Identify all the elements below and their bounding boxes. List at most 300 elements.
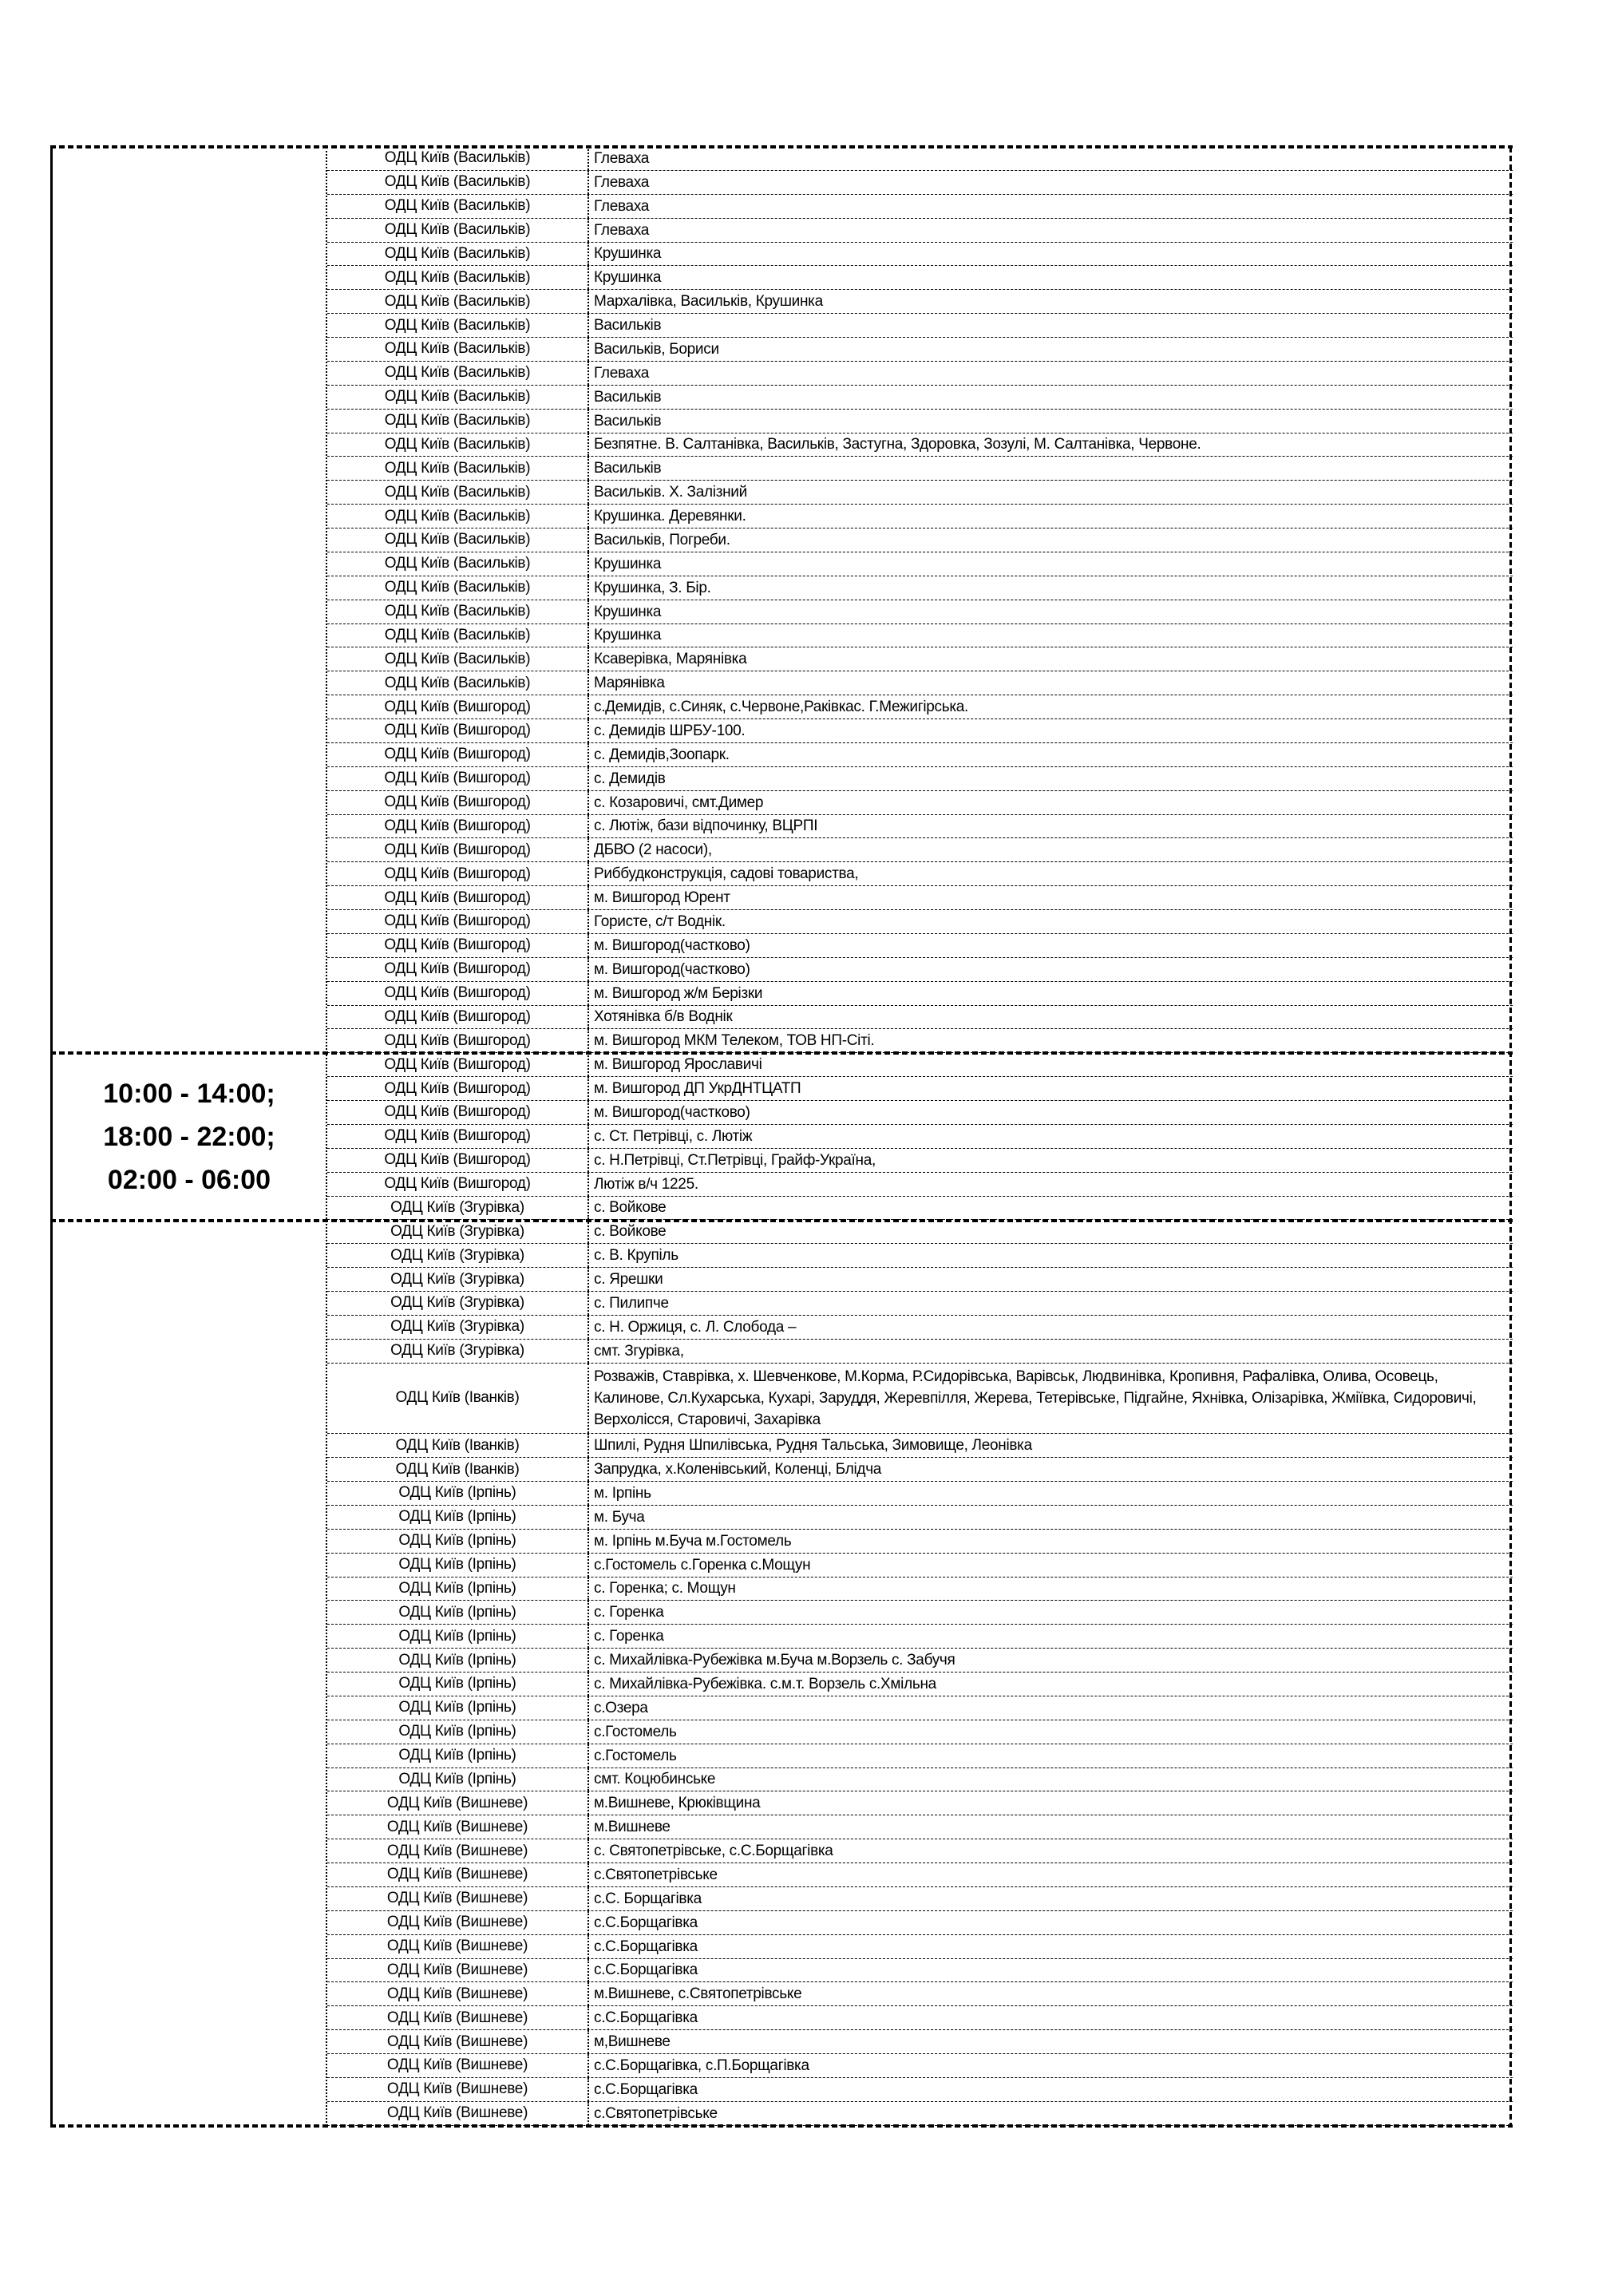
table-row <box>327 1458 1513 1482</box>
table-row <box>327 1601 1513 1625</box>
area-label: Безпятне. В. Салтанівка, Васильків, Застугна, Здоровка, Зозулі, М. Салтанівка, Червоне. <box>594 436 1201 453</box>
branch-label: ОДЦ Київ (Згурівка) <box>390 1222 524 1240</box>
area-label: Шпилі, Рудня Шпилівська, Рудня Тальська, Зимовище, Леонівка <box>594 1437 1032 1455</box>
branch-cell <box>327 576 589 600</box>
area-cell <box>589 243 1513 266</box>
branch-label: ОДЦ Київ (Васильків) <box>384 244 531 262</box>
branch-cell <box>327 1458 589 1481</box>
time-slot-line-2: 18:00 - 22:00; <box>103 1122 275 1152</box>
area-label: Крушинка. Деревянки. <box>594 508 746 525</box>
area-label: Крушинка <box>594 555 662 572</box>
branch-cell <box>327 219 589 242</box>
branch-cell <box>327 1839 589 1863</box>
table-bottom-border <box>50 2124 1513 2128</box>
area-cell <box>589 1364 1513 1434</box>
area-cell <box>589 386 1513 409</box>
area-label: м. Ірпінь м.Буча м.Гостомель <box>594 1532 792 1550</box>
branch-cell <box>327 457 589 480</box>
table-row <box>327 2102 1513 2126</box>
table-row <box>327 1863 1513 1887</box>
table-row <box>327 982 1513 1006</box>
branch-label: ОДЦ Київ (Васильків) <box>384 459 531 477</box>
area-label: с. Ярешки <box>594 1271 663 1289</box>
branch-cell <box>327 1220 589 1243</box>
area-label: с. Н. Оржиця, с. Л. Слобода – <box>594 1318 797 1336</box>
branch-label: ОДЦ Київ (Вишгород) <box>384 936 531 954</box>
branch-cell <box>327 695 589 718</box>
table-row <box>327 1268 1513 1292</box>
area-cell <box>589 1458 1513 1481</box>
area-cell <box>589 1554 1513 1577</box>
area-label: Глеваха <box>594 364 650 382</box>
area-cell <box>589 2102 1513 2125</box>
branch-cell <box>327 1053 589 1076</box>
branch-label: ОДЦ Київ (Васильків) <box>384 603 531 620</box>
branch-label: ОДЦ Київ (Вишгород) <box>384 912 531 930</box>
table-row <box>327 2006 1513 2030</box>
branch-cell <box>327 767 589 790</box>
area-label: Глеваха <box>594 197 650 215</box>
branch-label: ОДЦ Київ (Васильків) <box>384 388 531 406</box>
area-cell <box>589 1482 1513 1505</box>
area-label: Розважів, Ставрівка, х. Шевченкове, М.Корма, Р.Сидорівська, Варівськ, Людвинівка, Кропивня, Рафалівка, Олива, Осовець, Калинове, Сл.Кухарська, Кухарі, Заруддя, Жеревпілля, Жерева, Тетерівське, Підгайне, Яхнівка, Олізарівка, Жміївка, Сидоровичі, Верхолісся, Старовичі, Захарівка <box>594 1368 1477 1428</box>
branch-cell <box>327 671 589 695</box>
table-row <box>327 767 1513 791</box>
area-label: Хотянівка б/в Воднік <box>594 1008 733 1026</box>
table-row <box>327 1197 1513 1221</box>
table-row <box>327 219 1513 243</box>
branch-label: ОДЦ Київ (Вишгород) <box>384 794 531 811</box>
area-cell <box>589 219 1513 242</box>
branch-label: ОДЦ Київ (Вишгород) <box>384 817 531 834</box>
table-row <box>327 1768 1513 1792</box>
area-label: м. Вишгород(частково) <box>594 960 750 978</box>
branch-label: ОДЦ Київ (Вишневе) <box>386 1961 528 1978</box>
area-cell <box>589 1434 1513 1457</box>
area-cell <box>589 1530 1513 1553</box>
branch-cell <box>327 1959 589 1982</box>
table-row <box>327 1053 1513 1077</box>
branch-cell <box>327 1530 589 1553</box>
table-row <box>327 1791 1513 1815</box>
area-label: м,Вишневе <box>594 2033 671 2051</box>
branch-label: ОДЦ Київ (Ірпінь) <box>398 1579 516 1597</box>
area-label: с. Горенка <box>594 1604 664 1621</box>
area-cell <box>589 695 1513 718</box>
area-cell <box>589 1316 1513 1339</box>
area-label: м. Вишгород МКМ Телеком, ТОВ НП-Сіті. <box>594 1032 875 1050</box>
branch-label: ОДЦ Київ (Вишневе) <box>386 1985 528 2002</box>
area-label: с. Горенка; с. Мощун <box>594 1580 736 1597</box>
branch-label: ОДЦ Київ (Вишневе) <box>386 2104 528 2122</box>
area-cell <box>589 600 1513 623</box>
table-row <box>327 1482 1513 1506</box>
area-label: Крушинка <box>594 603 662 620</box>
area-cell <box>589 481 1513 504</box>
table-row <box>327 1101 1513 1125</box>
table-row <box>327 1220 1513 1244</box>
branch-cell <box>327 552 589 576</box>
table-row <box>327 266 1513 290</box>
area-cell <box>589 1220 1513 1243</box>
branch-label: ОДЦ Київ (Вишгород) <box>384 865 531 882</box>
table-row <box>327 171 1513 195</box>
area-label: Крушинка <box>594 269 662 287</box>
branch-label: ОДЦ Київ (Вишгород) <box>384 960 531 978</box>
branch-label: ОДЦ Київ (Іванків) <box>395 1389 520 1407</box>
branch-label: ОДЦ Київ (Вишневе) <box>386 1794 528 1811</box>
area-label: Крушинка <box>594 245 662 263</box>
branch-cell <box>327 1434 589 1457</box>
table-row <box>327 695 1513 719</box>
branch-label: ОДЦ Київ (Ірпінь) <box>398 1532 516 1550</box>
area-cell <box>589 862 1513 885</box>
table-row <box>327 1935 1513 1959</box>
branch-label: ОДЦ Київ (Васильків) <box>384 149 531 167</box>
branch-cell <box>327 505 589 528</box>
branch-label: ОДЦ Київ (Вишгород) <box>384 1031 531 1049</box>
area-cell <box>589 266 1513 289</box>
area-cell <box>589 719 1513 742</box>
area-label: м.Вишневе, Крюківщина <box>594 1795 761 1812</box>
branch-label: ОДЦ Київ (Вишгород) <box>384 889 531 906</box>
branch-label: ОДЦ Київ (Вишгород) <box>384 746 531 763</box>
area-cell <box>589 886 1513 909</box>
table-row <box>327 1244 1513 1268</box>
branch-label: ОДЦ Київ (Ірпінь) <box>398 1747 516 1764</box>
area-label: м. Вишгород ДП УкрДНТЦАТП <box>594 1080 801 1098</box>
table-row <box>327 1673 1513 1696</box>
branch-label: ОДЦ Київ (Васильків) <box>384 197 531 215</box>
area-label: с. Михайлівка-Рубежівка м.Буча м.Ворзель с. Забучя <box>594 1652 955 1669</box>
branch-cell <box>327 1006 589 1029</box>
table-row <box>327 1839 1513 1863</box>
table-row <box>327 552 1513 576</box>
area-cell <box>589 552 1513 576</box>
table-row <box>327 1959 1513 1983</box>
area-label: Мархалівка, Васильків, Крушинка <box>594 293 823 311</box>
area-cell <box>589 1791 1513 1815</box>
branch-label: ОДЦ Київ (Ірпінь) <box>398 1770 516 1787</box>
area-cell <box>589 647 1513 671</box>
table-row <box>327 958 1513 982</box>
branch-cell <box>327 386 589 409</box>
table-row <box>327 481 1513 505</box>
area-cell <box>589 958 1513 981</box>
area-cell <box>589 1815 1513 1839</box>
table-row <box>327 1340 1513 1364</box>
area-label: с. Н.Петрівці, Ст.Петрівці, Грайф-Україна, <box>594 1151 876 1169</box>
table-right-border <box>1509 147 1512 2126</box>
branch-label: ОДЦ Київ (Вишневе) <box>386 1938 528 1955</box>
table-row <box>327 862 1513 886</box>
area-cell <box>589 910 1513 933</box>
area-cell <box>589 982 1513 1005</box>
branch-label: ОДЦ Київ (Вишгород) <box>384 1055 531 1073</box>
branch-cell <box>327 1554 589 1577</box>
area-cell <box>589 314 1513 337</box>
area-cell <box>589 1197 1513 1220</box>
area-cell <box>589 362 1513 385</box>
branch-label: ОДЦ Київ (Васильків) <box>384 483 531 501</box>
branch-label: ОДЦ Київ (Вишневе) <box>386 2080 528 2098</box>
branch-cell <box>327 1768 589 1791</box>
table-row <box>327 1292 1513 1316</box>
branch-cell <box>327 2078 589 2101</box>
table-row <box>327 1696 1513 1720</box>
area-label: смт. Коцюбинське <box>594 1771 716 1788</box>
area-label: м. Вишгород(частково) <box>594 1103 750 1121</box>
branch-label: ОДЦ Київ (Згурівка) <box>390 1198 524 1216</box>
area-cell <box>589 1935 1513 1958</box>
area-label: Глеваха <box>594 149 650 167</box>
area-label: Крушинка, З. Бір. <box>594 579 711 596</box>
area-label: м. Вишгород ж/м Берізки <box>594 984 763 1002</box>
table-row <box>327 791 1513 815</box>
area-cell <box>589 1506 1513 1529</box>
table-row <box>327 1625 1513 1649</box>
area-cell <box>589 457 1513 480</box>
table-row <box>327 815 1513 839</box>
branch-cell <box>327 171 589 194</box>
branch-label: ОДЦ Київ (Вишгород) <box>384 1151 531 1169</box>
area-label: Васильків <box>594 412 662 430</box>
area-label: с. Демидів <box>594 770 666 787</box>
branch-cell <box>327 362 589 385</box>
area-cell <box>589 815 1513 838</box>
area-label: с. Ст. Петрівці, с. Лютіж <box>594 1127 753 1145</box>
branch-cell <box>327 647 589 671</box>
branch-label: ОДЦ Київ (Васильків) <box>384 555 531 572</box>
table-top-border <box>50 145 1513 148</box>
branch-cell <box>327 1935 589 1958</box>
area-label: с. Демидів,Зоопарк. <box>594 746 730 763</box>
table-row <box>327 1149 1513 1173</box>
area-cell <box>589 1340 1513 1363</box>
area-label: Глеваха <box>594 173 650 191</box>
area-cell <box>589 528 1513 552</box>
branch-cell <box>327 1863 589 1886</box>
area-cell <box>589 624 1513 647</box>
branch-label: ОДЦ Київ (Васильків) <box>384 626 531 643</box>
area-cell <box>589 934 1513 957</box>
branch-cell <box>327 1101 589 1124</box>
area-cell <box>589 767 1513 790</box>
branch-label: ОДЦ Київ (Вишневе) <box>386 1914 528 1931</box>
area-label: с. Войкове <box>594 1199 667 1217</box>
area-label: смт. Згурівка, <box>594 1342 684 1360</box>
branch-label: ОДЦ Київ (Васильків) <box>384 674 531 691</box>
area-label: м. Буча <box>594 1508 645 1526</box>
table-row <box>327 647 1513 671</box>
area-label: с. Войкове <box>594 1223 667 1241</box>
area-label: с. Михайлівка-Рубежівка. с.м.т. Ворзель с.Хмільна <box>594 1675 936 1692</box>
area-label: с. Демидів ШРБУ-100. <box>594 722 746 739</box>
area-cell <box>589 1982 1513 2005</box>
branch-cell <box>327 982 589 1005</box>
branch-cell <box>327 1364 589 1434</box>
branch-cell <box>327 838 589 861</box>
branch-cell <box>327 1982 589 2005</box>
area-label: с. Горенка <box>594 1628 664 1645</box>
branch-cell <box>327 791 589 814</box>
area-cell <box>589 1839 1513 1863</box>
branch-cell <box>327 2102 589 2125</box>
table-row <box>327 1982 1513 2006</box>
area-label: Лютіж в/ч 1225. <box>594 1175 698 1193</box>
branch-cell <box>327 410 589 433</box>
area-label: м.Вишневе, с.Святопетрівське <box>594 1985 802 2003</box>
area-cell <box>589 1959 1513 1982</box>
branch-label: ОДЦ Київ (Васильків) <box>384 316 531 334</box>
branch-label: ОДЦ Київ (Вишгород) <box>384 770 531 787</box>
area-cell <box>589 410 1513 433</box>
area-cell <box>589 1744 1513 1768</box>
area-cell <box>589 1911 1513 1934</box>
branch-cell <box>327 290 589 313</box>
branch-label: ОДЦ Київ (Васильків) <box>384 173 531 191</box>
area-cell <box>589 1173 1513 1196</box>
branch-cell <box>327 719 589 742</box>
table-row <box>327 1578 1513 1601</box>
table-row <box>327 505 1513 528</box>
branch-label: ОДЦ Київ (Вишгород) <box>384 698 531 715</box>
area-label: с.С. Борщагівка <box>594 1890 702 1907</box>
area-label: с.С.Борщагівка <box>594 2080 698 2098</box>
area-cell <box>589 1625 1513 1648</box>
table-row <box>327 2078 1513 2102</box>
area-label: с.С.Борщагівка, с.П.Борщагівка <box>594 2057 809 2074</box>
table-row <box>327 1720 1513 1744</box>
area-cell <box>589 1673 1513 1696</box>
branch-label: ОДЦ Київ (Ірпінь) <box>398 1484 516 1502</box>
area-cell <box>589 2030 1513 2053</box>
area-cell <box>589 433 1513 457</box>
block-divider-line-1 <box>50 1051 1513 1055</box>
area-label: с.С.Борщагівка <box>594 2009 698 2027</box>
table-row <box>327 1744 1513 1768</box>
area-label: с. Лютіж, бази відпочинку, ВЦРПІ <box>594 817 818 835</box>
area-cell <box>589 671 1513 695</box>
table-row <box>327 1911 1513 1935</box>
time-slot-cell <box>53 1053 326 1221</box>
block-divider-line-2 <box>50 1219 1513 1222</box>
table-row <box>327 1815 1513 1839</box>
area-label: Глеваха <box>594 221 650 239</box>
table-row <box>327 290 1513 314</box>
branch-cell <box>327 1340 589 1363</box>
table-row <box>327 338 1513 362</box>
branch-label: ОДЦ Київ (Згурівка) <box>390 1342 524 1360</box>
branch-cell <box>327 147 589 170</box>
area-label: м.Вишневе <box>594 1819 671 1836</box>
branch-label: ОДЦ Київ (Згурівка) <box>390 1294 524 1312</box>
table-row <box>327 1530 1513 1554</box>
time-slot-line-3: 02:00 - 06:00 <box>107 1165 271 1195</box>
branch-label: ОДЦ Київ (Згурівка) <box>390 1318 524 1336</box>
area-cell <box>589 1149 1513 1172</box>
branch-cell <box>327 1149 589 1172</box>
area-label: Риббудконструкція, садові товариства, <box>594 865 859 883</box>
branch-label: ОДЦ Київ (Вишгород) <box>384 841 531 858</box>
area-cell <box>589 743 1513 766</box>
area-cell <box>589 1887 1513 1910</box>
area-label: с.Демидів, с.Синяк, с.Червоне,Раківкас. Г.Межигірська. <box>594 699 969 716</box>
branch-label: ОДЦ Київ (Іванків) <box>395 1460 520 1478</box>
table-row <box>327 886 1513 910</box>
branch-cell <box>327 934 589 957</box>
table-row <box>327 528 1513 552</box>
branch-label: ОДЦ Київ (Вишгород) <box>384 1007 531 1025</box>
area-label: ДБВО (2 насоси), <box>594 841 712 859</box>
area-label: Крушинка <box>594 627 662 644</box>
branch-cell <box>327 2006 589 2029</box>
branch-label: ОДЦ Київ (Ірпінь) <box>398 1723 516 1740</box>
branch-cell <box>327 958 589 981</box>
table-row <box>327 2030 1513 2054</box>
branch-cell <box>327 1815 589 1839</box>
area-cell <box>589 1006 1513 1029</box>
branch-cell <box>327 862 589 885</box>
branch-label: ОДЦ Київ (Вишневе) <box>386 2009 528 2026</box>
area-cell <box>589 1768 1513 1791</box>
branch-cell <box>327 815 589 838</box>
branch-label: ОДЦ Київ (Вишневе) <box>386 1866 528 1883</box>
area-label: с.Гостомель <box>594 1723 677 1740</box>
branch-cell <box>327 1292 589 1315</box>
branch-cell <box>327 1578 589 1601</box>
area-cell <box>589 1720 1513 1744</box>
branch-label: ОДЦ Київ (Васильків) <box>384 507 531 525</box>
area-label: м. Вишгород Ярославичі <box>594 1056 762 1074</box>
branch-cell <box>327 528 589 552</box>
branch-cell <box>327 266 589 289</box>
branch-cell <box>327 1029 589 1052</box>
branch-cell <box>327 1649 589 1672</box>
branch-cell <box>327 1125 589 1148</box>
table-row <box>327 2054 1513 2078</box>
area-cell <box>589 1696 1513 1720</box>
area-cell <box>589 1268 1513 1291</box>
area-label: с.Гостомель <box>594 1747 677 1764</box>
area-label: Марянівка <box>594 675 665 692</box>
area-label: с. Пилипче <box>594 1294 669 1312</box>
branch-label: ОДЦ Київ (Вишневе) <box>386 2033 528 2050</box>
table-row <box>327 910 1513 934</box>
branch-cell <box>327 1696 589 1720</box>
branch-label: ОДЦ Київ (Вишневе) <box>386 1818 528 1835</box>
area-cell <box>589 290 1513 313</box>
table-row <box>327 671 1513 695</box>
branch-cell <box>327 1482 589 1505</box>
branch-label: ОДЦ Київ (Ірпінь) <box>398 1699 516 1716</box>
branch-cell <box>327 1316 589 1339</box>
table-row <box>327 1077 1513 1101</box>
branch-cell <box>327 338 589 361</box>
branch-label: ОДЦ Київ (Згурівка) <box>390 1270 524 1288</box>
table-row <box>327 314 1513 338</box>
branch-cell <box>327 1506 589 1529</box>
table-rows <box>326 147 1513 2126</box>
branch-cell <box>327 910 589 933</box>
area-cell <box>589 2078 1513 2101</box>
branch-label: ОДЦ Київ (Васильків) <box>384 650 531 667</box>
branch-label: ОДЦ Київ (Васильків) <box>384 340 531 358</box>
table-row <box>327 1173 1513 1197</box>
area-cell <box>589 1053 1513 1076</box>
area-cell <box>589 1077 1513 1100</box>
area-label: с.С.Борщагівка <box>594 1961 698 1979</box>
